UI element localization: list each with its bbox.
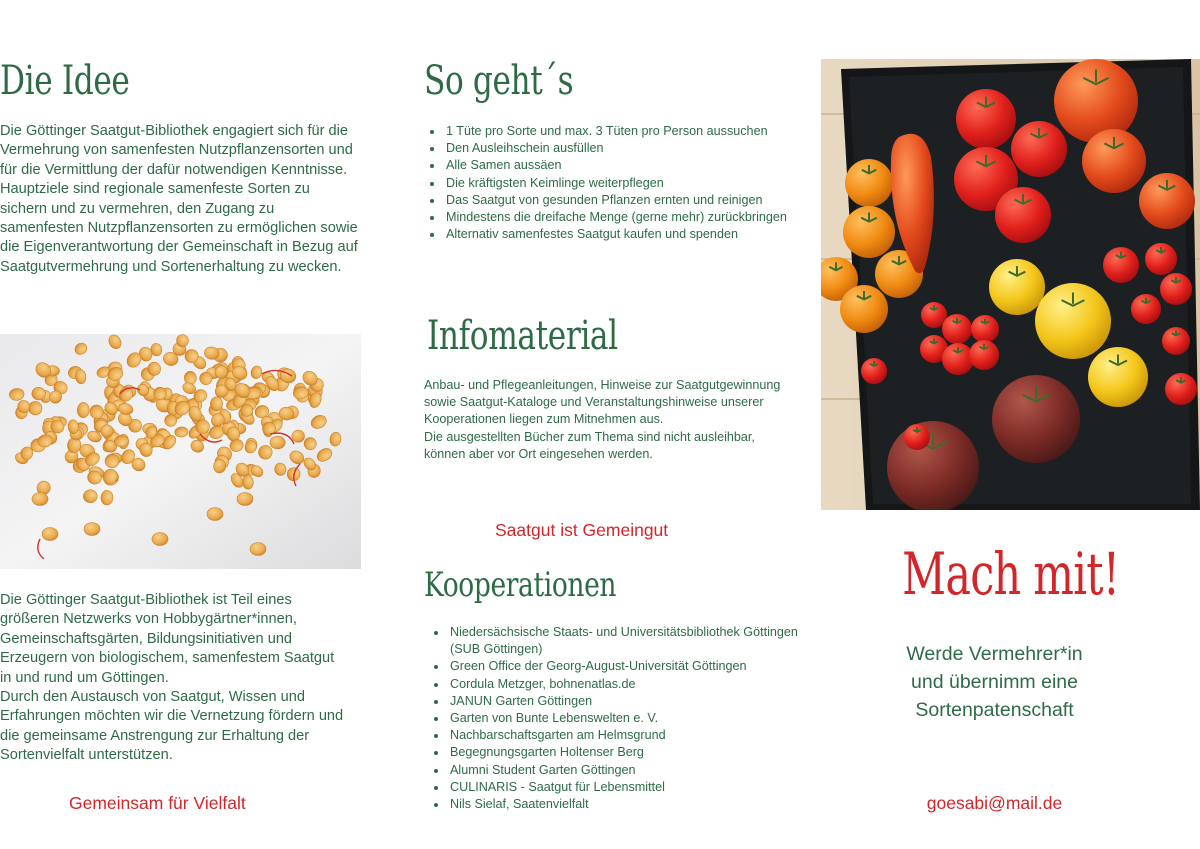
slogan-gemeingut: Saatgut ist Gemeingut [495, 520, 669, 540]
heading-die-idee: Die Idee [0, 58, 130, 104]
partners-list [430, 624, 800, 813]
list-item: Niedersächsische Staats- und Universitätsbibliothek Göttingen (SUB Göttingen) [430, 624, 800, 658]
network-paragraph-2: Durch den Austausch von Saatgut, Wissen und Erfahrungen möchten wir die Vernetzung fördern und die gemeinsame Anstrengung zur Erhaltung der Sortenvielfalt unterstützen. [0, 689, 344, 764]
infomaterial-text [424, 377, 784, 463]
slogan-vielfalt: Gemeinsam für Vielfalt [69, 793, 246, 813]
mach-mit-text: Mach mit! [901, 540, 1120, 608]
idee-paragraph: Die Göttinger Saatgut-Bibliothek engagiert sich für die Vermehrung von samenfesten Nutzpflanzensorten und für die Vermittlung der dafür notwendigen Kenntnisse. Hauptziele sind regionale samenfeste Sorten zu sichern und zu vermehren, den Zugang zu samenfesten Nutzpflanzensorten zu ermöglichen sowie die Eigenverantwortung der Gemeinschaft in Bezug auf Saatgutvermehrung und Sortenerhaltung zu wecken. [0, 123, 358, 275]
list-item: Cordula Metzger, bohnenatlas.de [430, 676, 800, 693]
list-item: Nils Sielaf, Saatenvielfalt [430, 796, 800, 813]
cta-line: und übernimm eine [911, 671, 1078, 693]
list-item: 1 Tüte pro Sorte und max. 3 Tüten pro Person aussuchen [426, 123, 796, 140]
heading-so-gehts: So geht´s [424, 58, 574, 104]
list-item: Alternativ samenfestes Saatgut kaufen und spenden [426, 226, 796, 243]
heading-kooperationen: Kooperationen [424, 565, 617, 605]
cta-line: Werde Vermehrer*in [906, 643, 1083, 665]
list-item: JANUN Garten Göttingen [430, 693, 800, 710]
steps-list [426, 123, 796, 243]
list-item: Alle Samen aussäen [426, 157, 796, 174]
list-item: Das Saatgut von gesunden Pflanzen ernten und reinigen [426, 192, 796, 209]
tomatoes-photo [821, 59, 1200, 510]
network-text [0, 591, 345, 766]
list-item: Die kräftigsten Keimlinge weiterpflegen [426, 175, 796, 192]
infomaterial-paragraph-1: Anbau- und Pflegeanleitungen, Hinweise zur Saatgutgewinnung sowie Saatgut-Kataloge und Veranstaltungshinweise unserer Kooperationen liegen zum Mitnehmen aus. [424, 378, 781, 427]
seeds-photo [0, 334, 361, 569]
list-item: Den Ausleihschein ausfüllen [426, 140, 796, 157]
contact-email[interactable]: goesabi@mail.de [926, 793, 1063, 813]
list-item: Mindestens die dreifache Menge (gerne mehr) zurückbringen [426, 209, 796, 226]
list-item: Nachbarschaftsgarten am Helmsgrund [430, 727, 800, 744]
list-item: CULINARIS - Saatgut für Lebensmittel [430, 779, 800, 796]
heading-infomaterial: Infomaterial [427, 313, 618, 359]
list-item: Garten von Bunte Lebenswelten e. V. [430, 710, 800, 727]
list-item: Green Office der Georg-August-Universität Göttingen [430, 658, 800, 675]
network-paragraph-1: Die Göttinger Saatgut-Bibliothek ist Teil eines größeren Netzwerks von Hobbygärtner*innen, Gemeinschaftsgärten, Bildungsinitiativen und Erzeugern von biologischem, samenfestem Saatgut in und rund um Göttingen. [0, 592, 335, 686]
cta-line: Sortenpatenschaft [915, 699, 1074, 721]
list-item: Alumni Student Garten Göttingen [430, 762, 800, 779]
call-to-action [821, 640, 1168, 724]
list-item: Begegnungsgarten Holtenser Berg [430, 744, 800, 761]
heading-mach-mit [821, 540, 1200, 608]
infomaterial-paragraph-2: Die ausgestellten Bücher zum Thema sind nicht ausleihbar, können aber vor Ort eingesehen werden. [424, 429, 755, 461]
